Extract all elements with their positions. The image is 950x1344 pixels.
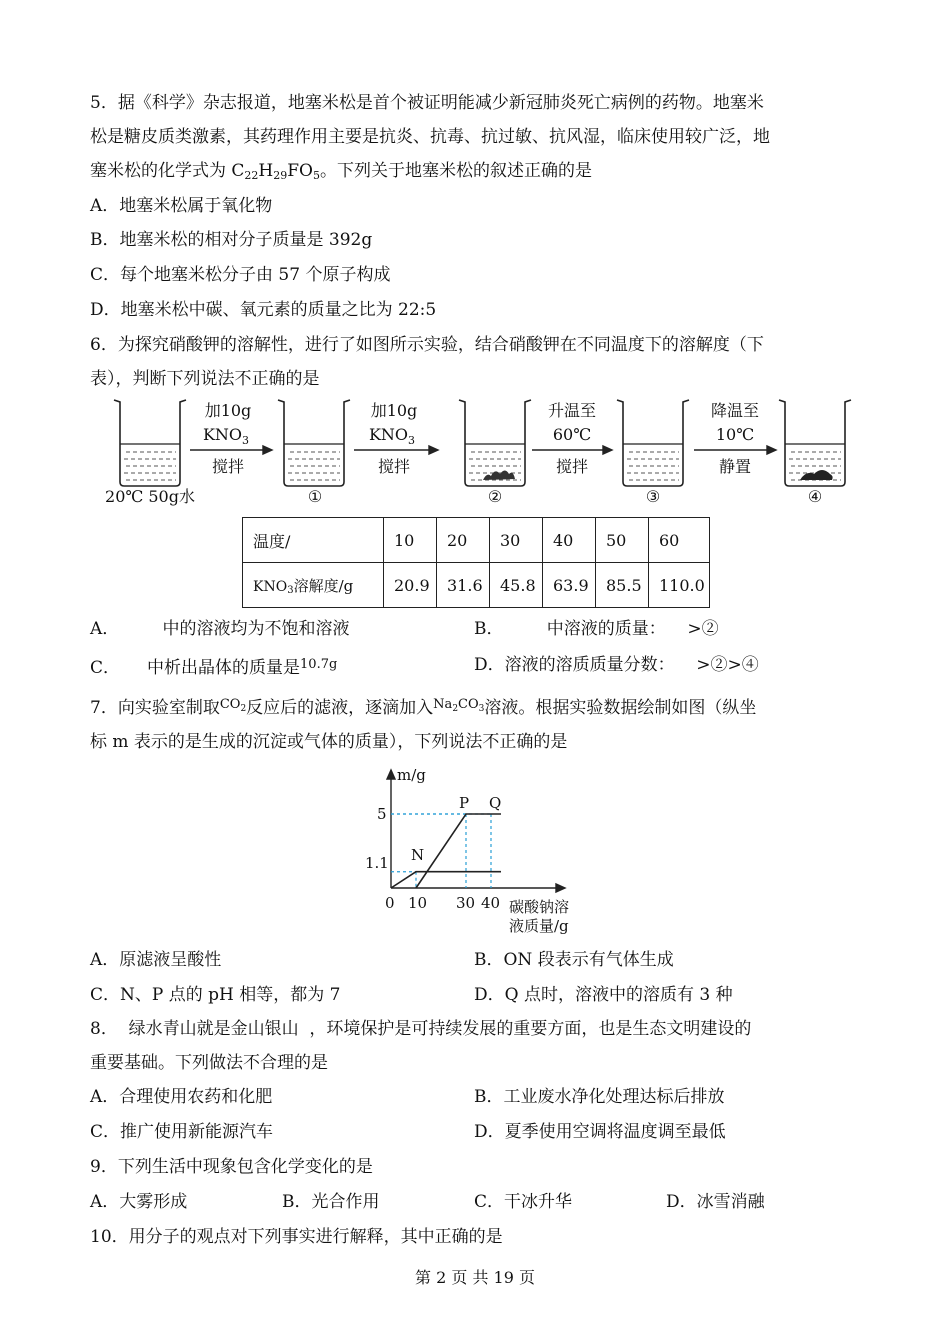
step1-mid: $KNO_3$ [202,425,250,447]
beaker-3 [617,400,689,486]
q5-option-c: C．每个地塞米松分子由 57 个原子构成 [90,265,391,285]
table-cell: 85.5 [596,563,649,608]
label-2: ② [487,487,503,506]
table-cell: 45.8 [490,563,543,608]
y-tick-1-1: 1.1 [365,854,389,872]
q6-experiment-diagram [90,392,870,512]
q6-option-d: D．溶液的溶质质量分数： >②>④ [474,655,759,675]
q5-option-a: A．地塞米松属于氧化物 [90,196,273,216]
table-cell: 60 [649,518,710,563]
point-p-label: P [459,794,470,812]
beaker-2 [459,400,531,486]
table-cell: 63.9 [543,563,596,608]
q7-graph [355,762,595,942]
q6-stem-line2: 表），判断下列说法不正确的是 [90,369,320,389]
origin-label: 0 [385,894,395,912]
table-cell: 40 [543,518,596,563]
y-axis-label: m/g [397,766,426,784]
table-row-solubility [243,563,710,608]
step4-bottom: 静置 [718,457,752,476]
page-footer: 第 2 页 共 19 页 [415,1268,535,1287]
table-cell: 110.0 [649,563,710,608]
q9-option-d: D．冰雪消融 [666,1192,765,1212]
q8-option-b: B．工业废水净化处理达标后排放 [474,1087,725,1107]
q9-option-c: C．干冰升华 [474,1192,573,1212]
q8-option-c: C．推广使用新能源汽车 [90,1122,274,1142]
table-cell: 30 [490,518,543,563]
start-label: 20℃ 50g水 [105,487,195,506]
q7-option-b: B．ON 段表示有气体生成 [474,950,674,970]
table-header-solubility: KNO3溶解度/g [243,563,384,608]
q8-stem-line2: 重要基础。下列做法不合理的是 [90,1053,328,1073]
label-1: ① [307,487,323,506]
solubility-table [242,517,710,608]
q8-stem-line1: 8． 绿水青山就是金山银山 ，环境保护是可持续发展的重要方面，也是生态文明建设的 [90,1019,752,1039]
y-tick-5: 5 [377,805,387,823]
x-tick-10: 10 [408,894,428,912]
q9-stem-line1: 9．下列生活中现象包含化学变化的是 [90,1157,373,1177]
x-axis-arrow [556,884,565,892]
q6-option-b: B． 中溶液的质量： >② [474,619,719,639]
q5-stem-line2: 松是糖皮质类激素，其药理作用主要是抗炎、抗毒、抗过敏、抗风湿，临床使用较广泛，地 [90,127,770,147]
step3-top: 升温至 [547,401,597,420]
beaker-start [114,400,186,486]
q9-option-b: B．光合作用 [282,1192,380,1212]
q10-stem-line1: 10．用分子的观点对下列事实进行解释，其中正确的是 [90,1227,503,1247]
q7-stem-line2: 标 m 表示的是生成的沉淀或气体的质量），下列说法不正确的是 [90,732,568,752]
x-axis-label-line2: 液质量/g [509,917,569,935]
q7-stem-line1: 7．向实验室制取$^{CO}$2反应后的滤液，逐滴加入$^{Na}2^{CO}3$溶液。根据实验数据绘制如图（纵坐 [90,697,757,718]
table-row-temperature [243,518,710,563]
y-axis-arrow [387,770,395,779]
table-cell: 10 [384,518,437,563]
x-tick-40: 40 [481,894,501,912]
step2-top: 加10g [370,401,418,420]
series-line-1 [391,872,501,888]
table-cell: 31.6 [437,563,490,608]
step1-bottom: 搅拌 [211,457,245,476]
q6-option-a: A． 中的溶液均为不饱和溶液 [90,619,350,639]
step3-bottom: 搅拌 [555,457,589,476]
q5-option-d: D．地塞米松中碳、氧元素的质量之比为 22:5 [90,300,437,320]
series-line-2 [416,814,501,888]
step2-bottom: 搅拌 [377,457,411,476]
arrow-2 [354,446,438,454]
q9-option-a: A．大雾形成 [90,1192,188,1212]
x-tick-30: 30 [456,894,476,912]
beaker-4 [779,400,851,486]
step3-mid: 60℃ [552,425,592,444]
step1-top: 加10g [204,401,252,420]
arrow-1 [190,446,272,454]
table-cell: 50 [596,518,649,563]
table-header-temperature: 温度/ [243,518,384,563]
table-cell: 20.9 [384,563,437,608]
q5-option-b: B．地塞米松的相对分子质量是 392g [90,230,373,250]
q8-option-d: D．夏季使用空调将温度调至最低 [474,1122,726,1142]
q7-option-c: C．N、P 点的 pH 相等，都为 7 [90,985,341,1005]
step4-top: 降温至 [710,401,760,420]
step2-mid: $KNO_3$ [368,425,416,447]
q7-option-a: A．原滤液呈酸性 [90,950,222,970]
point-q-label: Q [489,794,502,812]
q6-stem-line1: 6．为探究硝酸钾的溶解性，进行了如图所示实验，结合硝酸钾在不同温度下的溶解度（下 [90,335,764,355]
label-3: ③ [645,487,661,506]
q6-option-c: C． 中析出晶体的质量是$^{10.7g}$ [90,657,338,678]
step4-mid: 10℃ [715,425,755,444]
q8-option-a: A．合理使用农药和化肥 [90,1087,273,1107]
q5-stem-line1: 5．据《科学》杂志报道，地塞米松是首个被证明能减少新冠肺炎死亡病例的药物。地塞米 [90,93,764,113]
arrow-3 [532,446,612,454]
q5-stem-line3: 塞米松的化学式为 $C_{22}H_{29}FO_5$。下列关于地塞米松的叙述正确的是 [90,161,592,182]
arrow-4 [694,446,776,454]
x-axis-label-line1: 碳酸钠溶 [509,898,570,916]
beaker-1 [278,400,350,486]
table-cell: 20 [437,518,490,563]
label-4: ④ [807,487,823,506]
point-n-label: N [411,846,425,864]
q7-option-d: D．Q 点时，溶液中的溶质有 3 种 [474,985,733,1005]
